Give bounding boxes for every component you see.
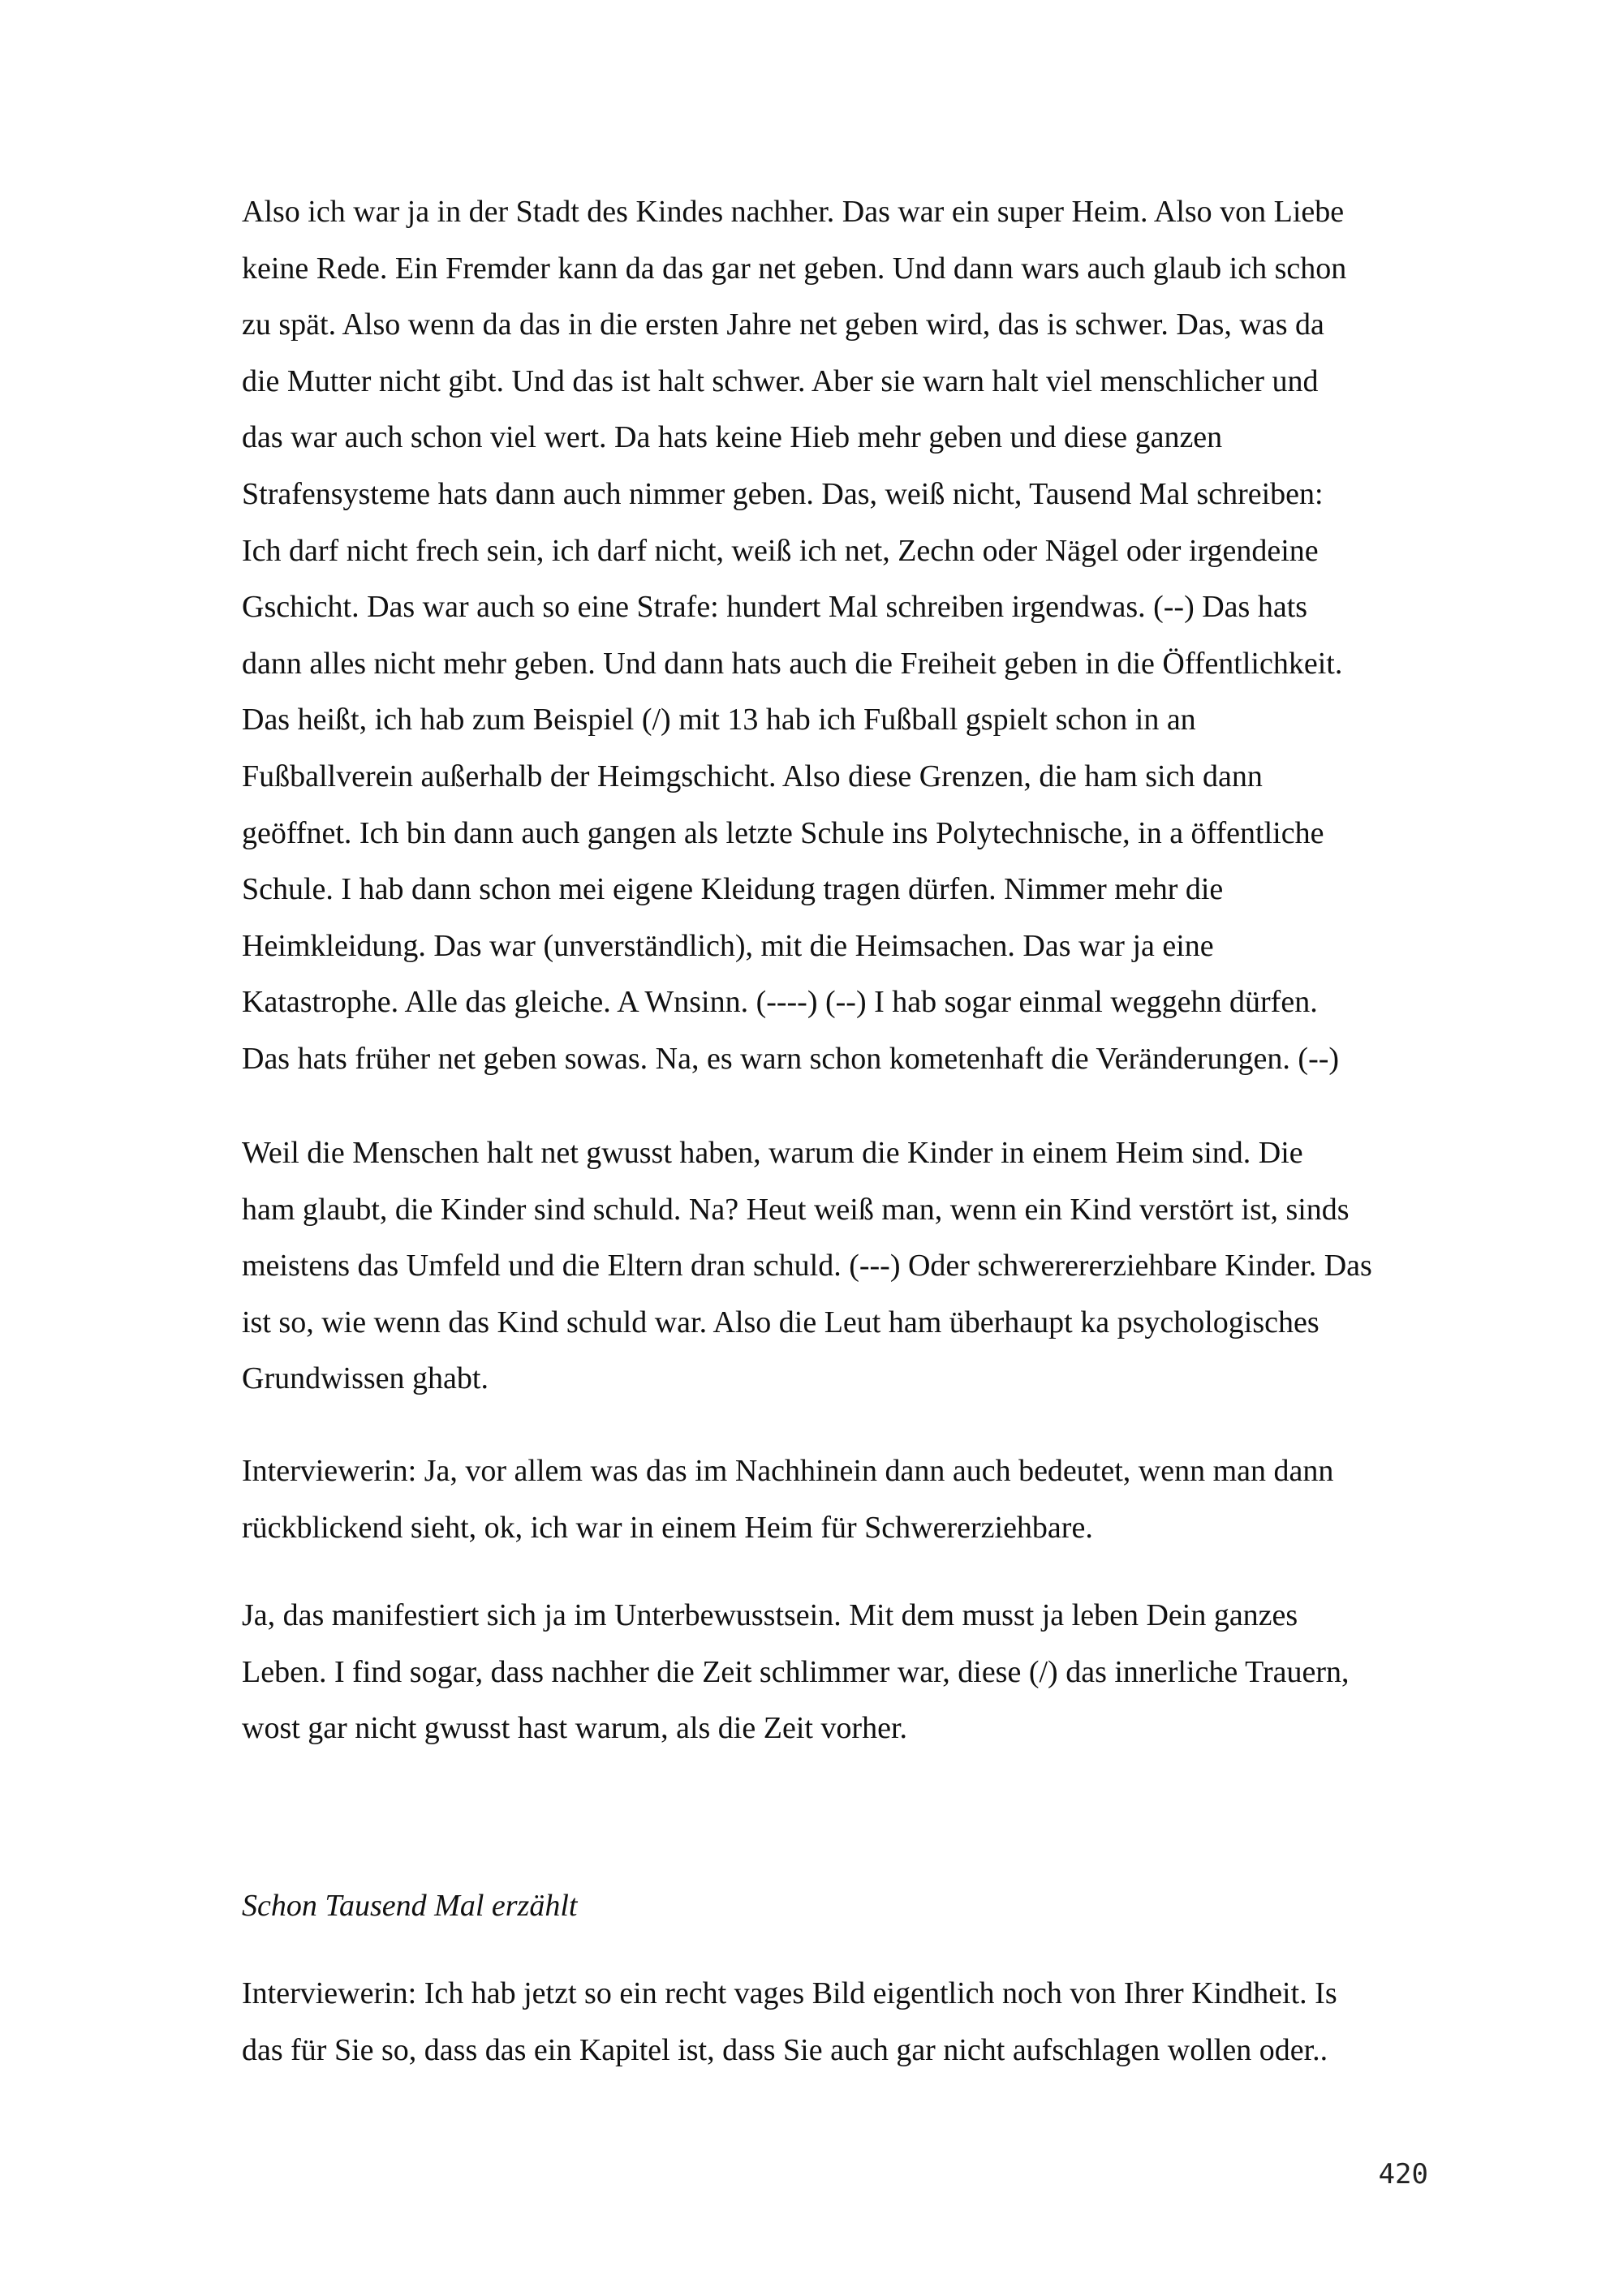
text-line: ist so, wie wenn das Kind schuld war. Also die Leut ham überhaupt ka psychologisches [242, 1305, 1319, 1339]
text-line: ham glaubt, die Kinder sind schuld. Na? Heut weiß man, wenn ein Kind verstört ist, sinds [242, 1192, 1350, 1227]
text-line: das war auch schon viel wert. Da hats keine Hieb mehr geben und diese ganzen [242, 420, 1223, 455]
text-line: Ja, das manifestiert sich ja im Unterbewusstsein. Mit dem musst ja leben Dein ganzes [242, 1598, 1298, 1632]
text-line: dann alles nicht mehr geben. Und dann hats auch die Freiheit geben in die Öffentlichkeit. [242, 646, 1343, 681]
text-line: Also ich war ja in der Stadt des Kindes nachher. Das war ein super Heim. Also von Liebe [242, 195, 1345, 229]
paragraph-interviewerin-question-2 [242, 1966, 1443, 2079]
paragraph-heim-erinnerungen [242, 184, 1443, 1088]
text-line: Das heißt, ich hab zum Beispiel (/) mit 13 hab ich Fußball gspielt schon in an [242, 703, 1196, 737]
text-line: Weil die Menschen halt net gwusst haben, warum die Kinder in einem Heim sind. Die [242, 1136, 1303, 1170]
text-line: meistens das Umfeld und die Eltern dran schuld. (---) Oder schwerererziehbare Kinder. Das [242, 1249, 1372, 1283]
text-line: Interviewerin: Ja, vor allem was das im Nachhinein dann auch bedeutet, wenn man dann [242, 1454, 1334, 1488]
text-line: Strafensysteme hats dann auch nimmer geben. Das, weiß nicht, Tausend Mal schreiben: [242, 476, 1324, 511]
text-line: Grundwissen ghabt. [242, 1361, 489, 1396]
paragraph-unterbewusstsein [242, 1588, 1443, 1757]
text-line: Das hats früher net geben sowas. Na, es warn schon kometenhaft die Veränderungen. (--) [242, 1041, 1340, 1076]
text-line: das für Sie so, dass das ein Kapitel ist, dass Sie auch gar nicht aufschlagen wollen oder.. [242, 2032, 1328, 2067]
text-line: Katastrophe. Alle das gleiche. A Wnsinn. (----) (--) I hab sogar einmal weggehn dürfen. [242, 985, 1318, 1020]
text-line: die Mutter nicht gibt. Und das ist halt schwer. Aber sie warn halt viel menschlicher und [242, 363, 1319, 398]
text-line: zu spät. Also wenn da das in die ersten Jahre net geben wird, das is schwer. Das, was da [242, 307, 1324, 342]
text-line: keine Rede. Ein Fremder kann da das gar net geben. Und dann wars auch glaub ich schon [242, 251, 1347, 286]
paragraph-menschen-gwusst [242, 1125, 1443, 1408]
text-line: rückblickend sieht, ok, ich war in einem Heim für Schwererziehbare. [242, 1510, 1093, 1545]
text-line: wost gar nicht gwusst hast warum, als die Zeit vorher. [242, 1711, 908, 1746]
text-line: Interviewerin: Ich hab jetzt so ein recht vages Bild eigentlich noch von Ihrer Kindheit. Is [242, 1976, 1337, 2010]
text-line: Ich darf nicht frech sein, ich darf nicht, weiß ich net, Zechn oder Nägel oder irgendeine [242, 533, 1319, 568]
text-line: Leben. I find sogar, dass nachher die Zeit schlimmer war, diese (/) das innerliche Trauern, [242, 1654, 1350, 1689]
text-line: Fußballverein außerhalb der Heimgschicht. Also diese Grenzen, die ham sich dann [242, 759, 1263, 793]
paragraph-interviewerin-question-1 [242, 1443, 1443, 1556]
section-heading: Schon Tausend Mal erzählt [242, 1889, 578, 1923]
page-number: 420 [1378, 2158, 1428, 2191]
text-line: geöffnet. Ich bin dann auch gangen als letzte Schule ins Polytechnische, in a öffentliche [242, 815, 1324, 850]
text-line: Schule. I hab dann schon mei eigene Kleidung tragen dürfen. Nimmer mehr die [242, 872, 1224, 907]
text-line: Heimkleidung. Das war (unverständlich), mit die Heimsachen. Das war ja eine [242, 928, 1214, 963]
text-line: Gschicht. Das war auch so eine Strafe: hundert Mal schreiben irgendwas. (--) Das hats [242, 590, 1308, 625]
